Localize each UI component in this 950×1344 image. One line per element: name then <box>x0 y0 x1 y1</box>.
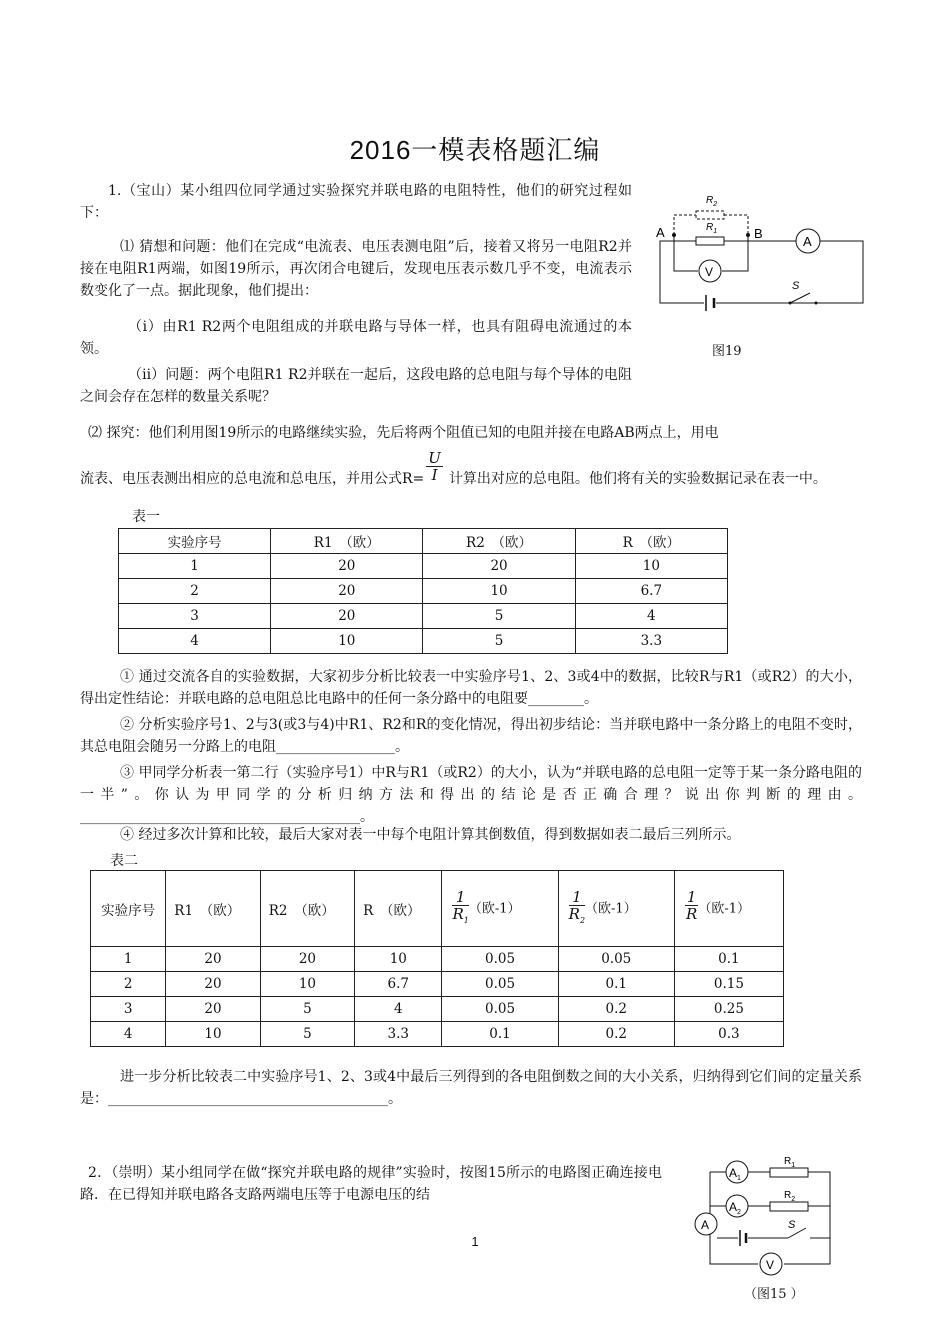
table-row: 4 10 5 3.3 <box>119 629 728 654</box>
svg-text:A2: $A_2$ <box>729 1200 741 1216</box>
table2-header-inv-r2: $\frac{1}{R_2}$ （欧-1） <box>558 871 674 947</box>
circuit-figure-19 <box>648 185 868 335</box>
q1-step5: 进一步分析比较表二中实验序号1、2、3或4中最后三列得到的各电阻倒数之间的大小关系，归纳得到它们间的定量关系是：________________________________________。 <box>80 1069 862 1107</box>
fig19-switch <box>790 293 810 303</box>
table-row: 1 20 20 10 0.05 0.05 0.1 <box>91 947 784 972</box>
fig19-node-b: B <box>754 226 763 241</box>
table-row: 4 10 5 3.3 0.1 0.2 0.3 <box>91 1022 784 1047</box>
fig19-r1-label: $R_1$ <box>706 222 718 235</box>
table1-label: 表一 <box>132 509 160 525</box>
table1-header: R2 （欧） <box>423 529 575 554</box>
fig19-r1-resistor <box>696 237 724 245</box>
svg-text:V: V <box>705 265 714 279</box>
fig15-r2-resistor <box>770 1202 808 1211</box>
q1-part2-line2: 流表、电压表测出相应的总电流和总电压，并用公式R= $\frac{U}{I}$ 计算出对应的总电阻。他们将有关的实验数据记录在表一中。 <box>80 448 827 487</box>
svg-text:S: S <box>792 280 800 292</box>
table-row: 3 20 5 4 0.05 0.2 0.25 <box>91 997 784 1022</box>
q1-step2: ② 分析实验序号1、2与3(或3与4)中R1、R2和R的变化情况，得出初步结论：当并联电路中一条分路上的电阻不变时，其总电阻会随另一分路上的电阻_________________。 <box>80 717 862 755</box>
q1-step4: ④ 经过多次计算和比较，最后大家对表一中每个电阻计算其倒数值，得到数据如表二最后三列所示。 <box>120 827 741 843</box>
svg-text:A1: $A_1$ <box>729 1166 741 1182</box>
figure-19-caption: 图19 <box>712 344 742 359</box>
q1-part1: ⑴ 猜想和问题：他们在完成“电流表、电压表测电阻”后，接着又将另一电阻R2并接在电阻R1两端，如图19所示，再次闭合电键后，发现电压表示数几乎不变，电流表示数变化了一点。据此现象，他们提出： <box>80 239 632 299</box>
svg-text:S: S <box>788 1219 796 1231</box>
table2-header: R2 （欧） <box>260 871 354 947</box>
svg-text:A: A <box>701 1218 710 1232</box>
q1-part2-line1: ⑵ 探究：他们利用图19所示的电路继续实验，先后将两个阻值已知的电阻并接在电路AB两点上，用电 <box>88 425 719 441</box>
table-row: 2 20 10 6.7 <box>119 579 728 604</box>
table-row: 2 20 10 6.7 0.05 0.1 0.15 <box>91 972 784 997</box>
table1-header: R1 （欧） <box>271 529 423 554</box>
table1-header: R （欧） <box>575 529 727 554</box>
table2-label: 表二 <box>110 853 138 869</box>
svg-text:V: V <box>766 1258 775 1272</box>
q1-intro: 1.（宝山）某小组四位同学通过实验探究并联电路的电阻特性，他们的研究过程如下： <box>80 183 632 221</box>
circuit-figure-15 <box>688 1148 848 1280</box>
table2-header: R1 （欧） <box>166 871 260 947</box>
fig19-r2-label: $R_2$ <box>706 195 718 208</box>
q1-part1-i: （i）由R1 R2两个电阻组成的并联电路与导体一样，也具有阻碍电流通过的本领。 <box>80 319 632 357</box>
q1-step1: ① 通过交流各自的实验数据，大家初步分析比较表一中实验序号1、2、3或4中的数据，比较R与R1（或R2）的大小，得出定性结论：并联电路的总电阻总比电路中的任何一条分路中的电阻要________。 <box>80 669 862 707</box>
q2-intro: 2．（崇明）某小组同学在做“探究并联电路的规律”实验时，按图15所示的电路图正确连接电路．在已得知并联电路各支路两端电压等于电源电压的结 <box>80 1165 662 1203</box>
svg-text:A: A <box>803 234 812 249</box>
q1-step3: ③ 甲同学分析表一第二行（实验序号1）中R与R1（或R2）的大小，认为“并联电路的总电阻一定等于某一条分路电阻的一半”。你认为甲同学的分析归纳方法和得出的结论是否正确合理？说出你判断的理由。________________________________________。 <box>80 765 862 825</box>
table2-header-inv-r: $\frac{1}{R}$ （欧-1） <box>674 871 783 947</box>
table2-header-inv-r1: $\frac{1}{R_1}$ （欧-1） <box>442 871 558 947</box>
figure-15-caption: （图15 ） <box>744 1287 804 1302</box>
formula-u-over-i: $\frac{U}{I}$ <box>428 448 441 484</box>
table-2 <box>90 870 784 1047</box>
fig19-node-a: A <box>656 225 665 240</box>
table2-header: 实验序号 <box>91 871 166 947</box>
table-row: 3 20 5 4 <box>119 604 728 629</box>
page-number: 1 <box>471 1234 479 1249</box>
table1-header: 实验序号 <box>119 529 271 554</box>
svg-text:R1: $R_1$ <box>784 1156 796 1169</box>
q1-part1-ii: （ii）问题：两个电阻R1 R2并联在一起后，这段电路的总电阻与每个导体的电阻之间会存在怎样的数量关系呢？ <box>80 367 632 405</box>
table-row: 1 20 20 10 <box>119 554 728 579</box>
fig19-r2-resistor <box>696 211 724 219</box>
table2-header: R （欧） <box>355 871 442 947</box>
page-title: 2016一模表格题汇编 <box>349 135 601 165</box>
table-1 <box>118 528 728 654</box>
fig15-r1-resistor <box>770 1168 808 1177</box>
svg-text:R2: $R_2$ <box>784 1190 796 1203</box>
